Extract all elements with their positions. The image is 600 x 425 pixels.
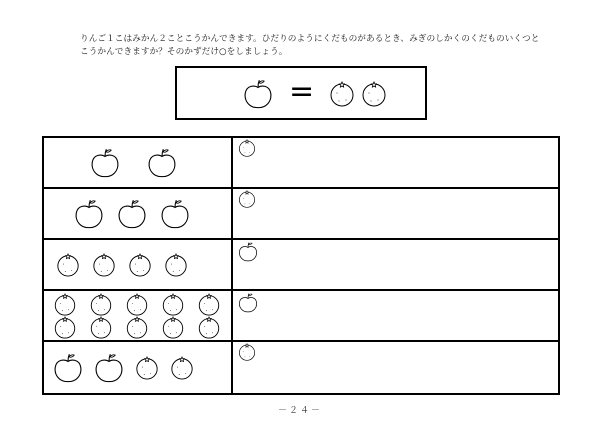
instructions-line-1: りんご１こはみかん２ことこうかんできます。ひだりのようにくだものがあるとき、みぎのしかくのくだものいくつと	[80, 34, 540, 44]
rule-get-group	[329, 81, 387, 107]
orange-icon	[161, 293, 185, 316]
fruit-cell	[44, 189, 233, 238]
orange-icon	[238, 190, 256, 208]
table-row	[44, 342, 558, 393]
instructions-line-2: こうかんできますか？そのかずだけ○をしましょう。	[80, 47, 288, 57]
fruit-cell	[44, 138, 233, 187]
answer-cell	[233, 291, 558, 340]
orange-icon	[197, 316, 221, 339]
orange-icon	[53, 316, 77, 339]
table-row	[44, 291, 558, 342]
orange-icon	[170, 356, 194, 380]
equals-sign: =	[289, 74, 315, 109]
apple-icon	[90, 147, 120, 178]
fruit-cell	[44, 342, 233, 393]
orange-icon	[53, 293, 77, 316]
apple-icon	[74, 198, 104, 229]
apple-icon	[117, 198, 147, 229]
answer-cell	[233, 342, 558, 393]
page-number: －２４－	[277, 406, 322, 416]
orange-icon	[329, 81, 355, 107]
apple-icon	[147, 147, 177, 178]
answer-cell	[233, 240, 558, 289]
rule-give-group	[243, 78, 273, 109]
orange-icon	[135, 356, 159, 380]
answer-cell	[233, 189, 558, 238]
orange-icon	[238, 139, 256, 157]
table-row	[44, 189, 558, 240]
orange-icon	[125, 316, 149, 339]
table-row	[44, 138, 558, 189]
instructions	[80, 33, 560, 59]
apple-icon	[94, 352, 124, 383]
orange-icon	[89, 316, 113, 339]
apple-icon	[238, 241, 258, 262]
orange-icon	[164, 253, 188, 277]
orange-icon	[56, 253, 80, 277]
orange-icon	[197, 293, 221, 316]
orange-icon	[125, 293, 149, 316]
orange-icon	[92, 253, 116, 277]
exchange-rule-box	[175, 66, 427, 120]
exchange-table	[42, 136, 560, 395]
orange-icon	[161, 316, 185, 339]
orange-icon	[128, 253, 152, 277]
apple-icon	[160, 198, 190, 229]
fruit-cell	[44, 240, 233, 289]
table-row	[44, 240, 558, 291]
answer-cell	[233, 138, 558, 187]
apple-icon	[238, 292, 258, 313]
apple-icon	[243, 78, 273, 109]
orange-icon	[89, 293, 113, 316]
apple-icon	[53, 352, 83, 383]
exchange-rule	[243, 68, 387, 118]
fruit-cell	[44, 291, 233, 340]
orange-icon	[238, 343, 256, 361]
orange-icon	[361, 81, 387, 107]
